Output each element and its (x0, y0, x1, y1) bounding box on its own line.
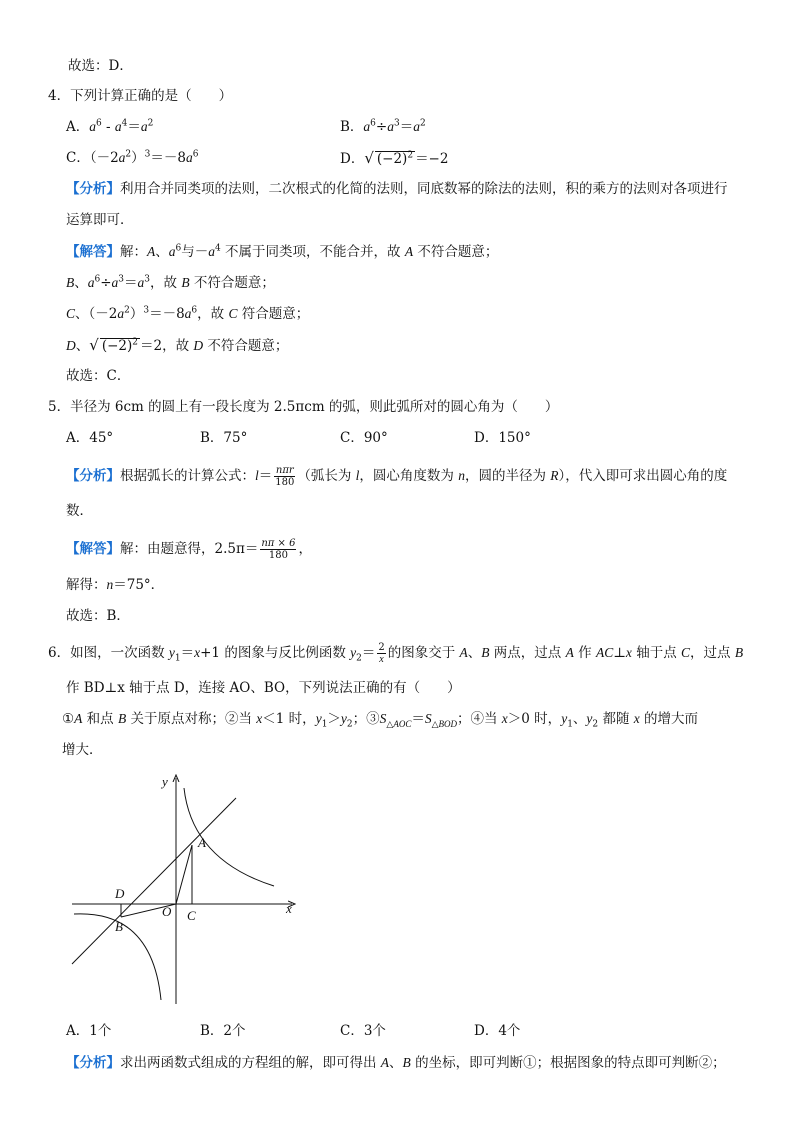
q5-solution-2: 解得：n＝75°． (66, 577, 165, 593)
q4-option-a: A．$a^6 - a^4=a^2$ (66, 118, 154, 135)
analysis-tag: 【分析】 (66, 181, 120, 197)
q4-stem: 4．下列计算正确的是（ ） (48, 88, 233, 104)
q4-answer: 故选：C． (66, 368, 131, 384)
label-d: D (115, 886, 125, 901)
solution-tag: 【解答】 (66, 244, 120, 260)
q5-option-b: B．75° (200, 430, 248, 446)
q5-analysis: 【分析】根据弧长的计算公式：l＝ $\frac{\text{nπr}}{180}$ （弧长为 l，圆心角度数为 n，圆的半径为 R），代入即可求出圆心角的度 (66, 465, 728, 488)
q5-option-d: D．150° (474, 430, 531, 446)
q5-answer: 故选：B． (66, 608, 130, 624)
q3-answer: 故选：D． (68, 58, 133, 74)
q6-option-a: A．1个 (66, 1023, 112, 1039)
q4-solution: 【解答】解：A、$a^6$与$-a^4$ 不属于同类项，不能合并，故 A 不符合题意； (66, 243, 499, 260)
q6-option-d: D．4个 (474, 1023, 521, 1039)
q6-option-b: B．2个 (200, 1023, 246, 1039)
label-a: A (198, 835, 206, 850)
q5-analysis-cont: 数． (66, 503, 93, 519)
q6-analysis: 【分析】求出两函数式组成的方程组的解，即可得出 A、B 的坐标，即可判断①；根据图象的特点即可判断②； (66, 1055, 726, 1071)
q4-option-b: B．$a^6\div a^3=a^2$ (340, 118, 426, 135)
q6-stem-2: 作 BD⊥x 轴于点 D，连接 AO、BO，下列说法正确的有（ ） (66, 680, 461, 696)
q6-stem-4: 增大． (62, 742, 103, 758)
q4-option-c: C．$(-2a^2)^3=-8a^6$ (66, 149, 199, 166)
q5-stem: 5．半径为 6cm 的圆上有一段长度为 2.5πcm 的弧，则此弧所对的圆心角为（ ） (48, 399, 559, 415)
label-x: x (286, 901, 292, 916)
q5-option-a: A．45° (66, 430, 114, 446)
line-y1 (72, 798, 236, 964)
q6-statements: ①A 和点 B 关于原点对称；②当 x＜1 时，$y_1>y_2$；$③S_{\triangle AOC}=S_{\triangle BOD}$；④当 x＞0 时，$y_1$、$y_2$ 都随 x 的增大而 (62, 711, 699, 730)
label-b: B (115, 919, 123, 934)
label-o: O (162, 904, 172, 919)
q4-solution-d: D、√ $(-2)^2 =2$，故 D 不符合题意； (66, 336, 289, 354)
segment-ao (176, 845, 192, 904)
label-y: y (162, 774, 168, 789)
q4-option-d: D．√ $(-2)^2 =-2$ (340, 149, 449, 167)
q6-stem: 6．如图，一次函数 $y_1=x+1$ 的图象与反比例函数 $y_2=$ $\frac{2}{x}$ 的图象交于 A、B 两点，过点 A 作 AC⊥x 轴于点 C，过点 B (48, 642, 744, 665)
q5-solution: 【解答】解：由题意得，2.5π＝ $\frac{n\pi \times 6}{180}$ ， (66, 538, 312, 561)
function-graph (60, 768, 310, 1008)
q4-analysis-cont: 运算即可． (66, 212, 134, 228)
q6-option-c: C．3个 (340, 1023, 386, 1039)
q5-option-c: C．90° (340, 430, 388, 446)
q4-analysis: 【分析】利用合并同类项的法则，二次根式的化简的法则，同底数幂的除法的法则，积的乘方的法则对各项进行 (66, 181, 728, 197)
q4-solution-c: C、$(-2a^2)^3=-8a^6$，故 C 符合题意； (66, 305, 310, 322)
label-c: C (187, 908, 196, 923)
q4-solution-b: B、$a^6\div a^3=a^3$，故 B 不符合题意； (66, 274, 275, 291)
